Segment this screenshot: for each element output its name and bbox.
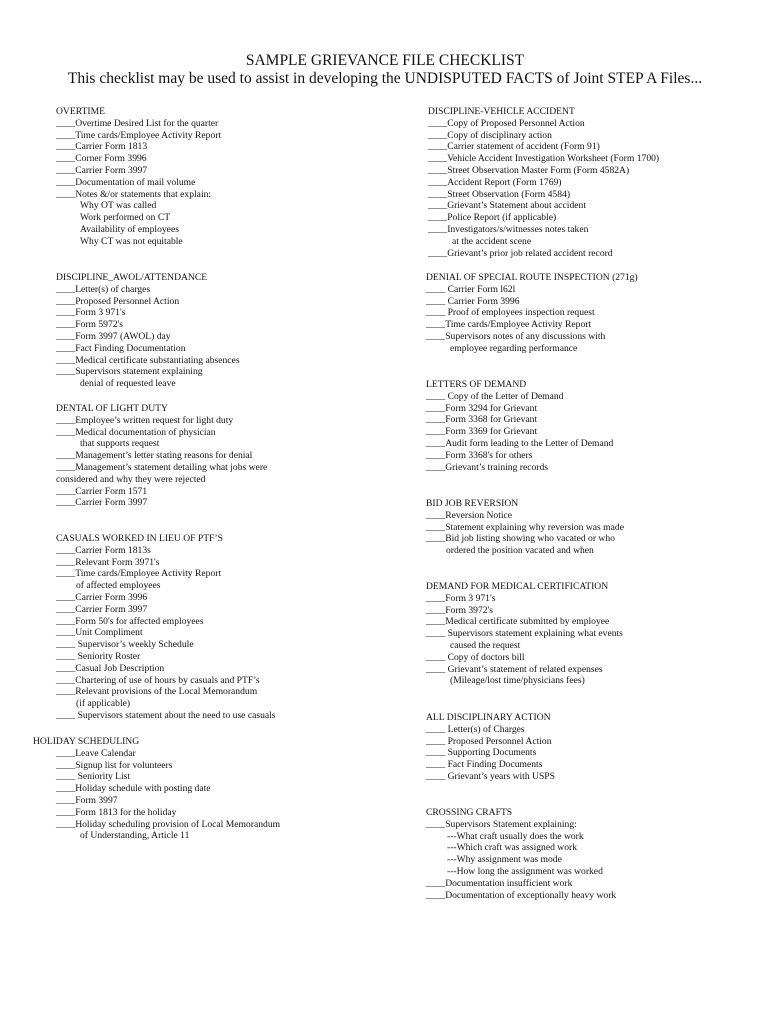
checklist-item: ____Form 3997 [56, 794, 118, 806]
checklist-item: ____Holiday schedule with posting date [56, 783, 211, 795]
section-heading: DISCIPLINE-VEHICLE ACCIDENT [428, 106, 575, 117]
checklist-item: ____Medical certificate substantiating absences [56, 354, 240, 366]
section-heading: CROSSING CRAFTS [426, 807, 513, 818]
checklist-item: ____Corner Form 3996 [56, 153, 147, 165]
checklist-item: (Mileage/lost time/physicians fees) [450, 675, 585, 687]
checklist-item: ____ Copy of doctors bill [426, 651, 525, 663]
checklist-item: ---Why assignment was mode [447, 854, 562, 866]
checklist-item: (if applicable) [76, 698, 131, 710]
checklist-item: ---How long the assignment was worked [447, 865, 603, 877]
checklist-item: Work performed on CT [80, 212, 171, 224]
checklist-item: ____Street Observation (Form 4584) [428, 188, 571, 200]
checklist-item: considered and why they were rejected [56, 473, 206, 485]
checklist-item: ____Form 3369 for Grievant [426, 426, 538, 438]
checklist-item: ____Form 3 971's [426, 592, 496, 604]
checklist-item: ____Grievant’s Statement about accident [428, 200, 586, 212]
checklist-item: ____Overtime Desired List for the quarter [56, 117, 219, 129]
checklist-item: ____Bid job listing showing who vacated or who [426, 533, 615, 545]
checklist-item: ____Grievant’s prior job related accident record [428, 247, 613, 259]
section-crossing-crafts [426, 807, 616, 901]
checklist-item: ____Accident Report (Form 1769) [428, 176, 562, 188]
checklist-item: ____Form 3368 for Grievant [426, 414, 538, 426]
section-all-disciplinary [426, 712, 555, 783]
checklist-item: ____Form 50's for affected employees [56, 615, 204, 627]
checklist-item: ____ Supervisors statement about the need to use casuals [56, 709, 276, 721]
checklist-item: ____Carrier Form 1813 [56, 141, 148, 153]
checklist-item: ____Street Observation Master Form (Form 4582A) [428, 164, 630, 176]
checklist-item: ____Management’s letter stating reasons for denial [56, 450, 253, 462]
checklist-item: ____Supervisors Statement explaining: [426, 818, 577, 830]
checklist-item: ____Police Report (if applicable) [428, 212, 557, 224]
checklist-item: ____Time cards/Employee Activity Report [426, 319, 592, 331]
checklist-item: Availability of employees [80, 223, 179, 235]
checklist-item: employee regarding performance [450, 342, 578, 354]
checklist-item: ____ Carrier Form l62l [426, 283, 516, 295]
checklist-item: ____Letter(s) of charges [56, 283, 151, 295]
checklist-item: ____Carrier statement of accident (Form 91) [428, 141, 600, 153]
checklist-item: ____ Proof of employees inspection request [426, 307, 595, 319]
checklist-item: ____Management’s statement detailing what jobs were [56, 461, 268, 473]
checklist-item: ____ Supervisor’s weekly Schedule [56, 639, 194, 651]
checklist-item: ____ Letter(s) of Charges [426, 723, 525, 735]
checklist-item: ordered the position vacated and when [446, 545, 594, 557]
checklist-item: ____Form 3997 (AWOL) day [56, 330, 171, 342]
section-heading: DEMAND FOR MEDICAL CERTIFICATION [426, 581, 609, 592]
checklist-item: ____Carrier Form 3997 [56, 164, 148, 176]
checklist-item: ____Form 1813 for the holiday [56, 806, 177, 818]
checklist-item: ____Form 5972's [56, 319, 124, 331]
checklist-item: ____ Seniority Roster [56, 650, 141, 662]
checklist-item: ____ Fact Finding Documents [426, 759, 543, 771]
checklist-item: at the accident scene [452, 235, 532, 247]
checklist-item: ____Relevant Form 3971's [56, 556, 160, 568]
checklist-item: ____Documentation of exceptionally heavy work [426, 889, 617, 901]
section-casuals [56, 533, 276, 722]
checklist-item: ____Signup list for volunteers [56, 759, 173, 771]
checklist-item: ____Reversion Notice [426, 509, 513, 521]
checklist-item: Why OT was called [80, 200, 157, 212]
checklist-item: ____Employee’s written request for light duty [56, 414, 234, 426]
checklist-item: ____Form 3294 for Grievant [426, 402, 538, 414]
checklist-item: ____Form 3 971's [56, 307, 126, 319]
checklist-item: ____Holiday scheduling provision of Local Memorandum [56, 818, 281, 830]
section-heading: DENTAL OF LIGHT DUTY [56, 403, 168, 414]
checklist-item: ____Casual Job Description [56, 662, 165, 674]
section-heading: ALL DISCIPLINARY ACTION [426, 712, 551, 723]
checklist-item: caused the request [450, 639, 521, 651]
section-holiday [33, 736, 280, 842]
checklist-item: ____Form 3972's [426, 604, 494, 616]
checklist-item: ____ Supervisors statement explaining what events [426, 628, 623, 640]
checklist-item: ---Which craft was assigned work [447, 842, 577, 854]
checklist-item: ____Documentation of mail volume [56, 176, 196, 188]
checklist-item: ____Carrier Form 3997 [56, 603, 148, 615]
checklist-item: ____ Grievant’s years with USPS [426, 770, 555, 782]
page-subtitle: This checklist may be used to assist in developing the UNDISPUTED FACTS of Joint STEP A Files... [67, 70, 703, 87]
checklist-item: ____Notes &/or statements that explain: [56, 188, 212, 200]
checklist-item: ____Leave Calendar [56, 747, 136, 759]
checklist-item: ____Carrier Form 1571 [56, 485, 148, 497]
checklist-item: that supports request [80, 438, 160, 450]
checklist-item: ____Time cards/Employee Activity Report [56, 568, 222, 580]
checklist-item: ____Copy of disciplinary action [428, 129, 552, 141]
checklist-item: ____Grievant’s training records [426, 461, 549, 473]
checklist-item: ____Unit Compliment [56, 627, 143, 639]
section-heading: DISCIPLINE_AWOL/ATTENDANCE [56, 272, 208, 283]
page-title: SAMPLE GRIEVANCE FILE CHECKLIST [245, 52, 525, 69]
checklist-item: ____Statement explaining why reversion was made [426, 521, 624, 533]
checklist-item: ____Medical certificate submitted by employee [426, 616, 610, 628]
checklist-item: ____ Seniority List [56, 771, 131, 783]
checklist-item: ____Relevant provisions of the Local Memorandum [56, 686, 258, 698]
section-letters-of-demand [426, 379, 613, 473]
checklist-item: Why CT was not equitable [80, 235, 183, 247]
checklist-item: ---What craft usually does the work [447, 830, 584, 842]
section-heading: BID JOB REVERSION [426, 498, 519, 509]
checklist-item: ____Copy of Proposed Personnel Action [428, 117, 585, 129]
checklist-item: ____Investigators/s/witnesses notes taken [428, 223, 589, 235]
checklist-item: ____Documentation insufficient work [426, 877, 573, 889]
section-special-route [426, 272, 638, 355]
checklist-item: ____ Proposed Personnel Action [426, 735, 552, 747]
section-medical-certification [426, 581, 623, 687]
checklist-item: ____Carrier Form 3996 [56, 591, 148, 603]
checklist-item: ____Fact Finding Documentation [56, 342, 186, 354]
section-awol [56, 272, 240, 390]
checklist-item: of Understanding, Article 11 [80, 830, 190, 842]
section-bid-job-reversion [426, 498, 624, 557]
checklist-item: ____Supervisors statement explaining [56, 366, 203, 378]
checklist-item: ____ Carrier Form 3996 [426, 295, 520, 307]
checklist-item: ____Supervisors notes of any discussions with [426, 330, 606, 342]
checklist-item: ____Carrier Form 1813s [56, 544, 151, 556]
section-heading: HOLIDAY SCHEDULING [33, 736, 140, 747]
checklist-item: denial of requested leave [80, 378, 176, 390]
section-overtime [56, 106, 221, 248]
checklist-item: ____Carrier Form 3997 [56, 497, 148, 509]
checklist-item: ____ Grievant’s statement of related expenses [426, 663, 603, 675]
section-heading: DENIAL OF SPECIAL ROUTE INSPECTION (271g) [426, 272, 638, 283]
checklist-item: ____Form 3368's for others [426, 449, 533, 461]
checklist-item: ____ Copy of the Letter of Demand [426, 390, 564, 402]
checklist-item: ____Time cards/Employee Activity Report [56, 129, 222, 141]
checklist-item: ____ Supporting Documents [426, 747, 537, 759]
checklist-item: ____Vehicle Accident Investigation Worksheet (Form 1700) [428, 153, 660, 165]
checklist-item: ____Proposed Personnel Action [56, 295, 180, 307]
section-light-duty [56, 403, 267, 509]
section-vehicle-accident [428, 106, 659, 259]
checklist-item: ____Audit form leading to the Letter of Demand [426, 437, 614, 449]
checklist-item: ____Medical documentation of physician [56, 426, 216, 438]
section-heading: CASUALS WORKED IN LIEU OF PTF’S [56, 533, 223, 544]
checklist-item: of affected employees [76, 580, 161, 592]
checklist-item: ____Chartering of use of hours by casuals and PTF’s [56, 674, 260, 686]
section-heading: OVERTIME [56, 106, 105, 117]
section-heading: LETTERS OF DEMAND [426, 379, 527, 390]
